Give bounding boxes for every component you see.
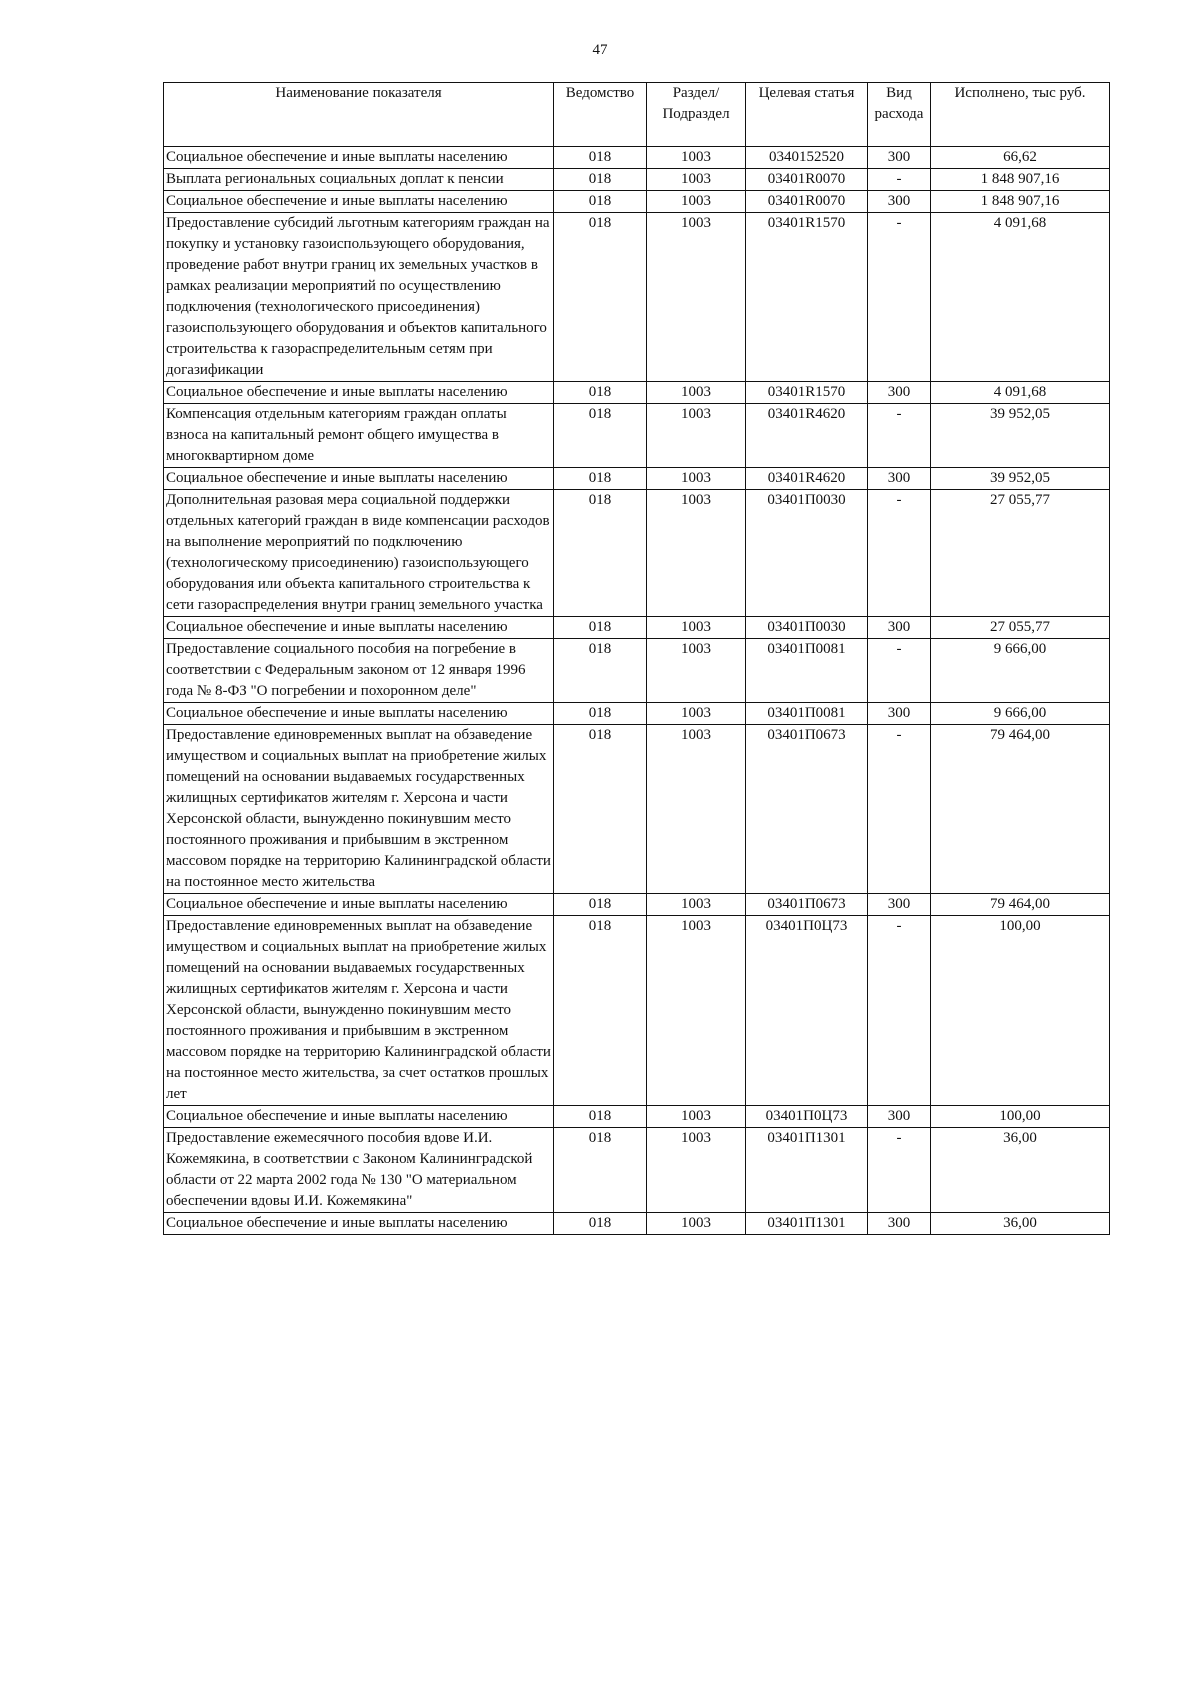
cell-target-article: 03401П0Ц73 bbox=[746, 916, 868, 1106]
cell-department: 018 bbox=[554, 213, 647, 382]
cell-target-article: 03401R4620 bbox=[746, 404, 868, 468]
cell-name: Социальное обеспечение и иные выплаты населению bbox=[164, 468, 554, 490]
cell-expense-type: 300 bbox=[868, 1213, 931, 1235]
cell-section: 1003 bbox=[647, 1213, 746, 1235]
cell-name: Выплата региональных социальных доплат к пенсии bbox=[164, 169, 554, 191]
cell-target-article: 03401R1570 bbox=[746, 213, 868, 382]
cell-name: Предоставление социального пособия на погребение в соответствии с Федеральным законом от 12 января 1996 года № 8-ФЗ "О погребении и похоронном деле" bbox=[164, 639, 554, 703]
cell-executed: 66,62 bbox=[931, 147, 1110, 169]
cell-target-article: 03401R4620 bbox=[746, 468, 868, 490]
cell-executed: 79 464,00 bbox=[931, 894, 1110, 916]
cell-executed: 4 091,68 bbox=[931, 213, 1110, 382]
cell-section: 1003 bbox=[647, 169, 746, 191]
cell-name: Компенсация отдельным категориям граждан оплаты взноса на капитальный ремонт общего имущества в многоквартирном доме bbox=[164, 404, 554, 468]
table-row bbox=[164, 617, 1110, 639]
cell-section: 1003 bbox=[647, 147, 746, 169]
table-row bbox=[164, 1213, 1110, 1235]
table-row bbox=[164, 191, 1110, 213]
cell-department: 018 bbox=[554, 916, 647, 1106]
cell-name: Социальное обеспечение и иные выплаты населению bbox=[164, 382, 554, 404]
table-header bbox=[164, 83, 1110, 147]
header-target-article: Целевая статья bbox=[746, 83, 868, 147]
cell-department: 018 bbox=[554, 1106, 647, 1128]
cell-department: 018 bbox=[554, 468, 647, 490]
cell-section: 1003 bbox=[647, 213, 746, 382]
cell-executed: 9 666,00 bbox=[931, 639, 1110, 703]
cell-expense-type: 300 bbox=[868, 147, 931, 169]
cell-section: 1003 bbox=[647, 382, 746, 404]
cell-executed: 1 848 907,16 bbox=[931, 169, 1110, 191]
cell-expense-type: - bbox=[868, 639, 931, 703]
cell-expense-type: 300 bbox=[868, 1106, 931, 1128]
cell-target-article: 03401П0Ц73 bbox=[746, 1106, 868, 1128]
cell-expense-type: 300 bbox=[868, 468, 931, 490]
cell-target-article: 03401П1301 bbox=[746, 1128, 868, 1213]
cell-executed: 79 464,00 bbox=[931, 725, 1110, 894]
cell-executed: 27 055,77 bbox=[931, 490, 1110, 617]
cell-expense-type: - bbox=[868, 1128, 931, 1213]
cell-executed: 9 666,00 bbox=[931, 703, 1110, 725]
cell-section: 1003 bbox=[647, 639, 746, 703]
cell-target-article: 03401R0070 bbox=[746, 191, 868, 213]
cell-department: 018 bbox=[554, 191, 647, 213]
cell-name: Социальное обеспечение и иные выплаты населению bbox=[164, 703, 554, 725]
cell-executed: 100,00 bbox=[931, 916, 1110, 1106]
cell-expense-type: 300 bbox=[868, 191, 931, 213]
cell-target-article: 03401П0673 bbox=[746, 894, 868, 916]
cell-department: 018 bbox=[554, 382, 647, 404]
cell-target-article: 03401П0081 bbox=[746, 703, 868, 725]
cell-executed: 4 091,68 bbox=[931, 382, 1110, 404]
table-row bbox=[164, 490, 1110, 617]
cell-expense-type: - bbox=[868, 725, 931, 894]
cell-section: 1003 bbox=[647, 1128, 746, 1213]
cell-target-article: 03401П0030 bbox=[746, 490, 868, 617]
cell-department: 018 bbox=[554, 169, 647, 191]
table-row bbox=[164, 382, 1110, 404]
table-row bbox=[164, 1128, 1110, 1213]
page-number: 47 bbox=[592, 42, 608, 58]
cell-section: 1003 bbox=[647, 490, 746, 617]
cell-department: 018 bbox=[554, 703, 647, 725]
expenditure-table bbox=[163, 82, 1110, 1235]
cell-target-article: 03401R1570 bbox=[746, 382, 868, 404]
cell-section: 1003 bbox=[647, 191, 746, 213]
table-row bbox=[164, 213, 1110, 382]
cell-executed: 39 952,05 bbox=[931, 404, 1110, 468]
cell-expense-type: - bbox=[868, 490, 931, 617]
cell-expense-type: 300 bbox=[868, 382, 931, 404]
cell-expense-type: - bbox=[868, 213, 931, 382]
table-row bbox=[164, 169, 1110, 191]
cell-section: 1003 bbox=[647, 468, 746, 490]
table-row bbox=[164, 703, 1110, 725]
cell-section: 1003 bbox=[647, 894, 746, 916]
cell-department: 018 bbox=[554, 404, 647, 468]
cell-target-article: 0340152520 bbox=[746, 147, 868, 169]
cell-target-article: 03401П0081 bbox=[746, 639, 868, 703]
cell-expense-type: - bbox=[868, 916, 931, 1106]
cell-target-article: 03401П0030 bbox=[746, 617, 868, 639]
cell-name: Предоставление единовременных выплат на обзаведение имуществом и социальных выплат на приобретение жилых помещений на основании выдаваемых государственных жилищных сертификатов жителям г. Херсона и части Херсонской области, вынужденно покинувшим место постоянного проживания и прибывшим в экстренном массовом порядке на территорию Калининградской области на постоянное место жительства, за счет остатков прошлых лет bbox=[164, 916, 554, 1106]
table-row bbox=[164, 468, 1110, 490]
cell-executed: 1 848 907,16 bbox=[931, 191, 1110, 213]
cell-department: 018 bbox=[554, 147, 647, 169]
cell-target-article: 03401П0673 bbox=[746, 725, 868, 894]
cell-section: 1003 bbox=[647, 916, 746, 1106]
cell-expense-type: 300 bbox=[868, 703, 931, 725]
header-name: Наименование показателя bbox=[164, 83, 554, 147]
cell-executed: 36,00 bbox=[931, 1128, 1110, 1213]
cell-name: Социальное обеспечение и иные выплаты населению bbox=[164, 191, 554, 213]
cell-target-article: 03401П1301 bbox=[746, 1213, 868, 1235]
header-section: Раздел/ Подраздел bbox=[647, 83, 746, 147]
cell-name: Социальное обеспечение и иные выплаты населению bbox=[164, 894, 554, 916]
cell-executed: 36,00 bbox=[931, 1213, 1110, 1235]
header-executed: Исполнено, тыс руб. bbox=[931, 83, 1110, 147]
cell-expense-type: 300 bbox=[868, 894, 931, 916]
cell-name: Социальное обеспечение и иные выплаты населению bbox=[164, 617, 554, 639]
table-body bbox=[164, 147, 1110, 1235]
header-expense-type: Вид расхода bbox=[868, 83, 931, 147]
cell-department: 018 bbox=[554, 725, 647, 894]
cell-name: Дополнительная разовая мера социальной поддержки отдельных категорий граждан в виде компенсации расходов на выполнение мероприятий по подключению (технологическому присоединению) газоиспользующего оборудования или объекта капитального строительства к сети газораспределения внутри границ земельного участка bbox=[164, 490, 554, 617]
cell-section: 1003 bbox=[647, 725, 746, 894]
cell-department: 018 bbox=[554, 617, 647, 639]
cell-department: 018 bbox=[554, 894, 647, 916]
cell-target-article: 03401R0070 bbox=[746, 169, 868, 191]
cell-name: Социальное обеспечение и иные выплаты населению bbox=[164, 1106, 554, 1128]
table-row bbox=[164, 404, 1110, 468]
cell-department: 018 bbox=[554, 490, 647, 617]
cell-department: 018 bbox=[554, 1128, 647, 1213]
cell-executed: 39 952,05 bbox=[931, 468, 1110, 490]
table-row bbox=[164, 147, 1110, 169]
cell-department: 018 bbox=[554, 1213, 647, 1235]
header-department: Ведомство bbox=[554, 83, 647, 147]
table-row bbox=[164, 894, 1110, 916]
cell-name: Предоставление субсидий льготным категориям граждан на покупку и установку газоиспользующего оборудования, проведение работ внутри границ их земельных участков в рамках реализации мероприятий по осуществлению подключения (технологического присоединения) газоиспользующего оборудования и объектов капитального строительства к газораспределительным сетям при догазификации bbox=[164, 213, 554, 382]
table-row bbox=[164, 916, 1110, 1106]
cell-name: Предоставление ежемесячного пособия вдове И.И. Кожемякина, в соответствии с Законом Калининградской области от 22 марта 2002 года № 130 "О материальном обеспечении вдовы И.И. Кожемякина" bbox=[164, 1128, 554, 1213]
cell-section: 1003 bbox=[647, 703, 746, 725]
header-row bbox=[164, 83, 1110, 147]
cell-name: Предоставление единовременных выплат на обзаведение имуществом и социальных выплат на приобретение жилых помещений на основании выдаваемых государственных жилищных сертификатов жителям г. Херсона и части Херсонской области, вынужденно покинувшим место постоянного проживания и прибывшим в экстренном массовом порядке на территорию Калининградской области на постоянное место жительства bbox=[164, 725, 554, 894]
table-row bbox=[164, 639, 1110, 703]
cell-section: 1003 bbox=[647, 617, 746, 639]
table-row bbox=[164, 1106, 1110, 1128]
cell-section: 1003 bbox=[647, 404, 746, 468]
cell-name: Социальное обеспечение и иные выплаты населению bbox=[164, 1213, 554, 1235]
cell-section: 1003 bbox=[647, 1106, 746, 1128]
cell-expense-type: - bbox=[868, 404, 931, 468]
cell-expense-type: - bbox=[868, 169, 931, 191]
table-row bbox=[164, 725, 1110, 894]
cell-executed: 27 055,77 bbox=[931, 617, 1110, 639]
cell-expense-type: 300 bbox=[868, 617, 931, 639]
cell-name: Социальное обеспечение и иные выплаты населению bbox=[164, 147, 554, 169]
cell-executed: 100,00 bbox=[931, 1106, 1110, 1128]
cell-department: 018 bbox=[554, 639, 647, 703]
